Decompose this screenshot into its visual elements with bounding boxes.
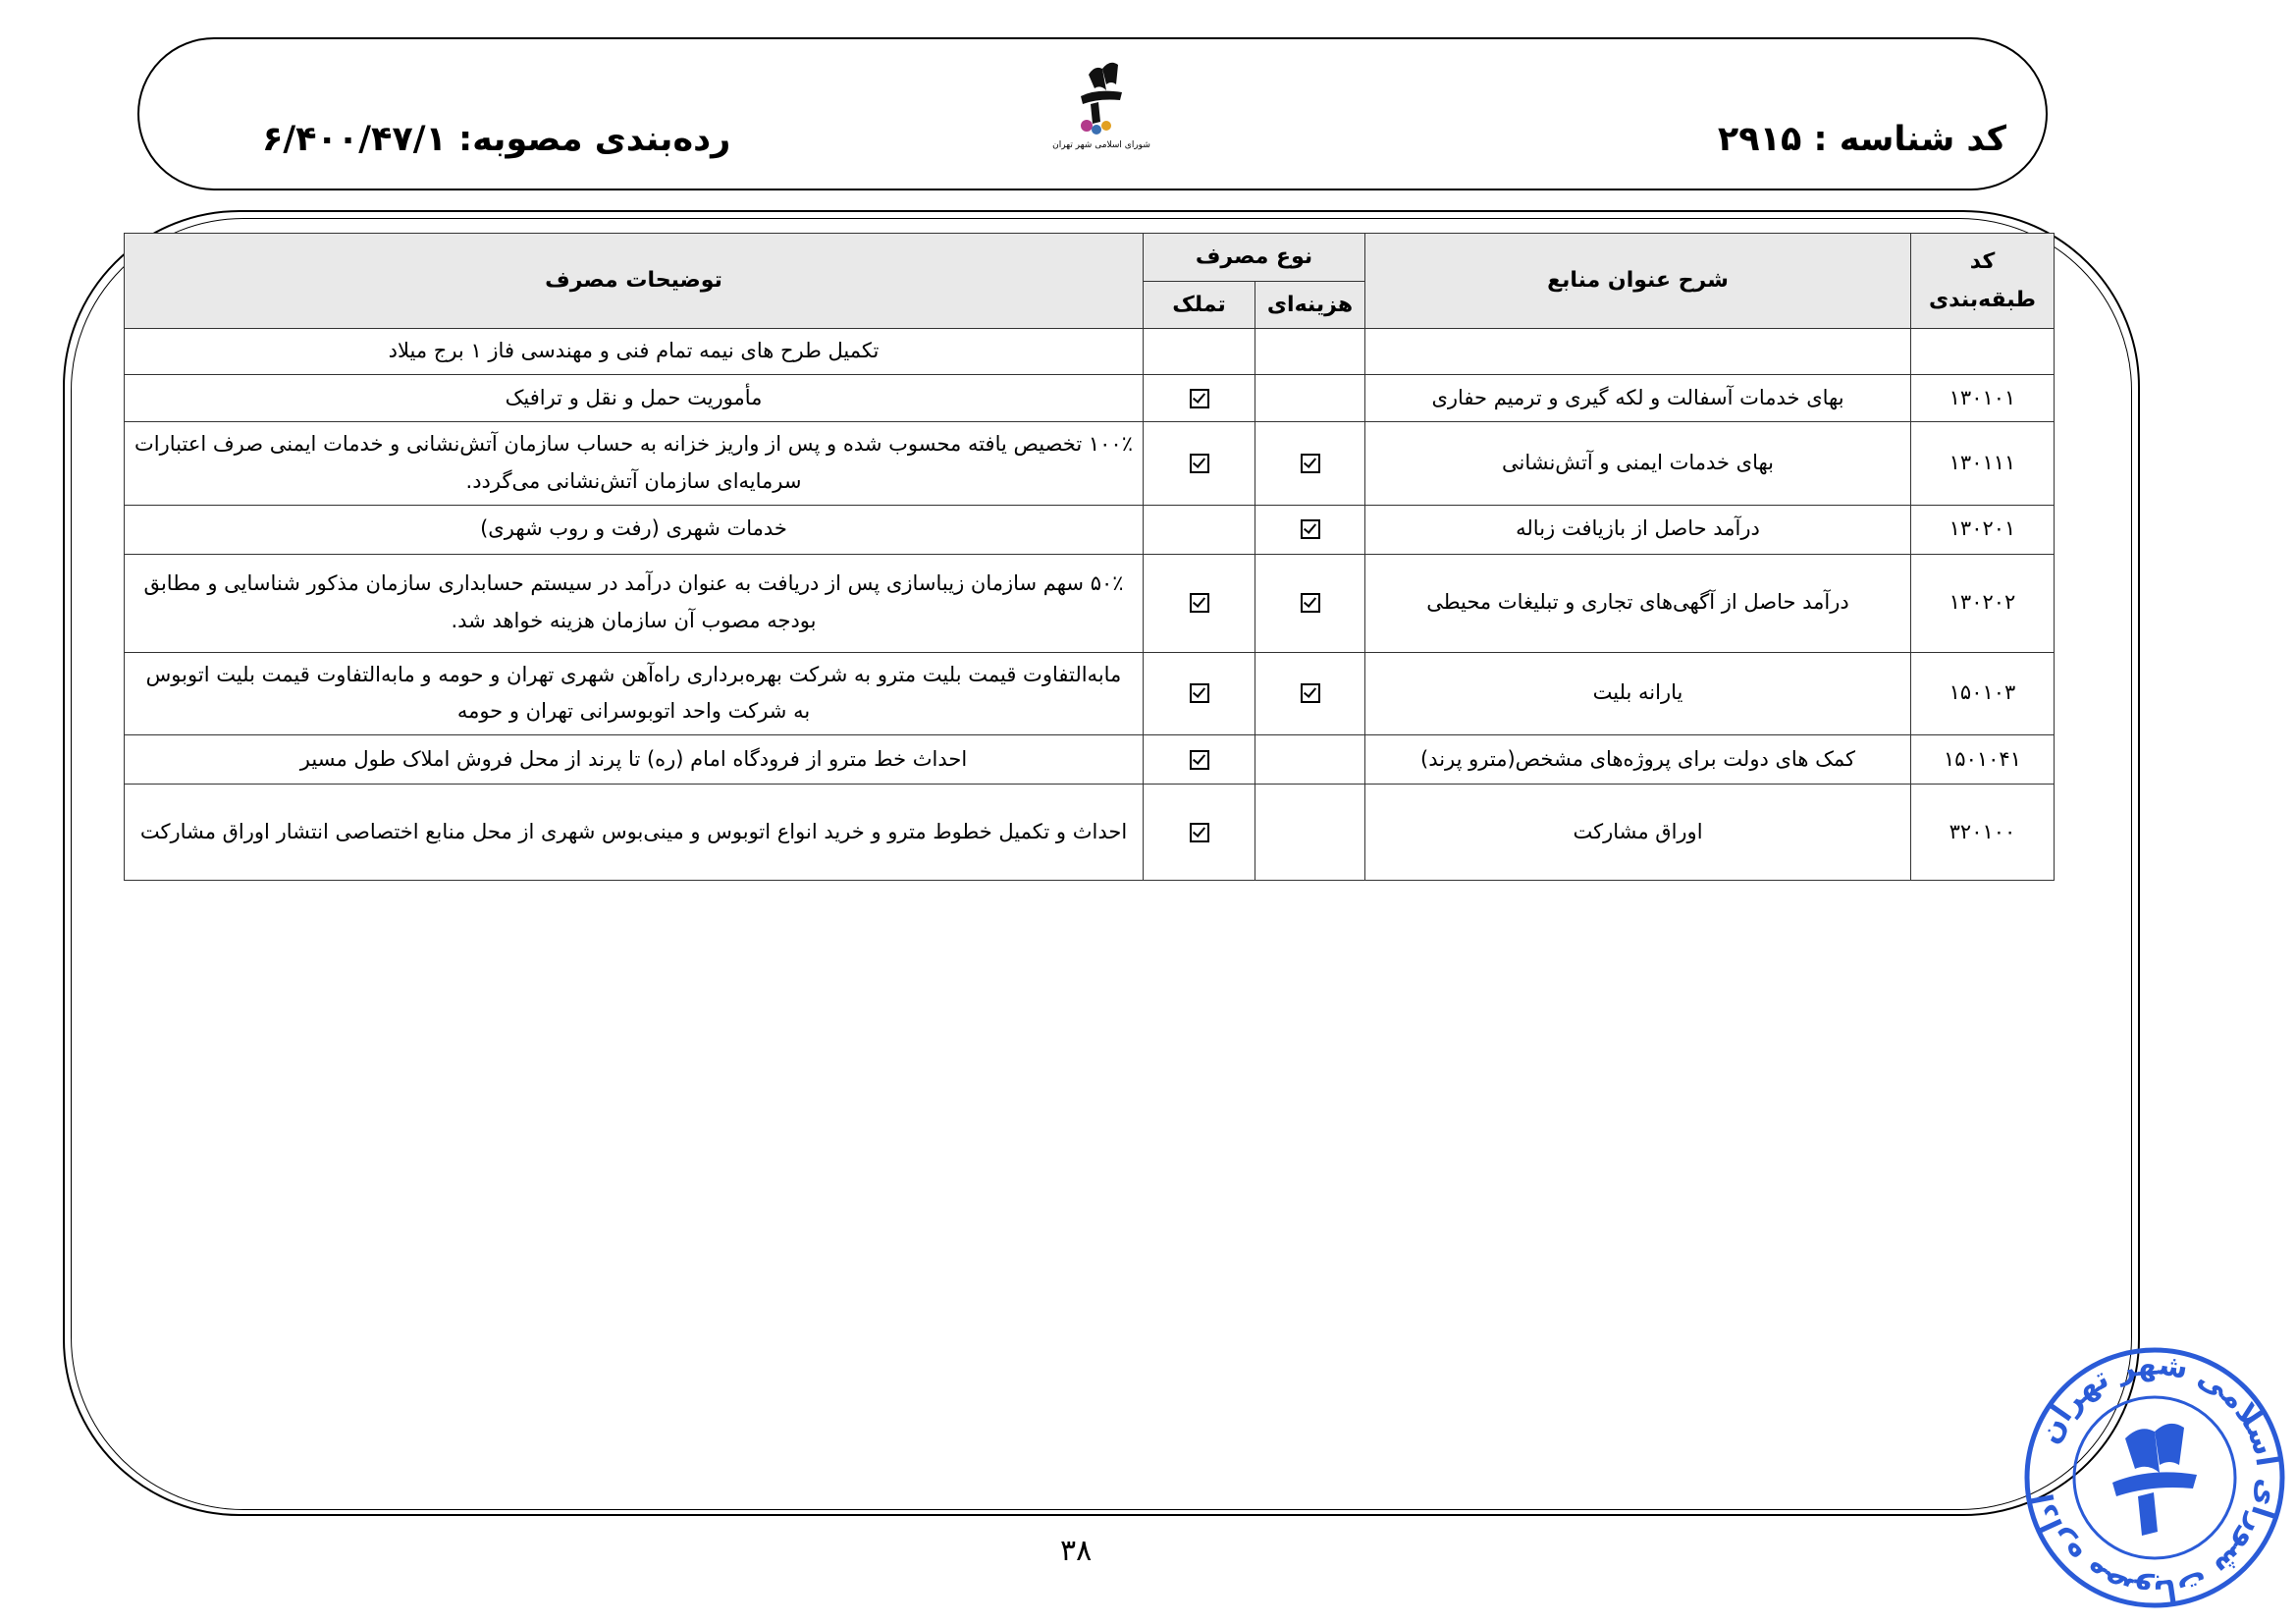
cell-acquisition xyxy=(1144,329,1255,375)
cell-acquisition xyxy=(1144,374,1255,421)
cell-expense xyxy=(1255,652,1365,735)
cell-description: مابه‌التفاوت قیمت بلیت مترو به شرکت بهره‌برداری راه‌آهن شهری تهران و حومه و مابه‌التفاوت قیمت بلیت اتوبوس به شرکت واحد اتوبوسرانی تهران و حومه xyxy=(125,652,1144,735)
resources-table xyxy=(124,233,2055,881)
cell-source-title: کمک های دولت برای پروژه‌های مشخص(مترو پرند) xyxy=(1365,735,1911,785)
approval-classification: رده‌بندی مصوبه: ۶/۴۰۰/۴۷/۱ xyxy=(262,120,731,159)
cell-code: ۳۲۰۱۰۰ xyxy=(1911,785,2055,881)
cell-expense xyxy=(1255,735,1365,785)
table-row xyxy=(125,374,2055,421)
cell-code xyxy=(1911,329,2055,375)
cell-expense xyxy=(1255,421,1365,505)
cell-code: ۱۳۰۲۰۲ xyxy=(1911,554,2055,652)
table-header-row xyxy=(125,234,2055,282)
checkbox-checked-icon xyxy=(1301,519,1320,539)
cell-description: ۵۰٪ سهم سازمان زیباسازی پس از دریافت به عنوان درآمد در سیستم حسابداری سازمان مذکور شناسایی و مطابق بودجه مصوب آن سازمان هزینه خواهد شد. xyxy=(125,554,1144,652)
cell-acquisition xyxy=(1144,735,1255,785)
logo-mark-icon xyxy=(1081,63,1122,135)
cell-acquisition xyxy=(1144,554,1255,652)
table-row xyxy=(125,785,2055,881)
svg-text:شورای اسلامی شهر تهران: شورای اسلامی شهر تهران xyxy=(1052,140,1150,150)
cell-expense xyxy=(1255,374,1365,421)
council-stamp xyxy=(2022,1345,2287,1610)
header-description: توضیحات مصرف xyxy=(125,234,1144,329)
cell-source-title: درآمد حاصل از آگهی‌های تجاری و تبلیغات محیطی xyxy=(1365,554,1911,652)
cell-source-title: بهای خدمات آسفالت و لکه گیری و ترمیم حفاری xyxy=(1365,374,1911,421)
table-row xyxy=(125,735,2055,785)
cell-source-title: اوراق مشارکت xyxy=(1365,785,1911,881)
cell-acquisition xyxy=(1144,785,1255,881)
checkbox-checked-icon xyxy=(1190,750,1209,770)
checkbox-checked-icon xyxy=(1190,389,1209,408)
document-code: کد شناسه : ۲۹۱۵ xyxy=(1717,120,2006,159)
cell-code: ۱۵۰۱۰۴۱ xyxy=(1911,735,2055,785)
svg-text:اداره مصوبات شورای اسلامی شهر: اداره مصوبات شورای اسلامی شهر تهران xyxy=(2026,1347,2285,1608)
header-banner xyxy=(137,37,2048,190)
cell-description: خدمات شهری (رفت و روب شهری) xyxy=(125,505,1144,554)
cell-description: احداث و تکمیل خطوط مترو و خرید انواع اتوبوس و مینی‌بوس شهری از محل منابع اختصاصی انتشار اوراق مشارکت xyxy=(125,785,1144,881)
cell-expense xyxy=(1255,505,1365,554)
table-row xyxy=(125,421,2055,505)
cell-source-title: درآمد حاصل از بازیافت زباله xyxy=(1365,505,1911,554)
cell-acquisition xyxy=(1144,652,1255,735)
header-acquisition: تملک xyxy=(1144,281,1255,329)
cell-code: ۱۵۰۱۰۳ xyxy=(1911,652,2055,735)
cell-expense xyxy=(1255,785,1365,881)
cell-description: تکمیل طرح های نیمه تمام فنی و مهندسی فاز ۱ برج میلاد xyxy=(125,329,1144,375)
table-row xyxy=(125,329,2055,375)
cell-acquisition xyxy=(1144,505,1255,554)
checkbox-checked-icon xyxy=(1190,823,1209,842)
checkbox-checked-icon xyxy=(1301,454,1320,473)
cell-expense xyxy=(1255,329,1365,375)
cell-source-title xyxy=(1365,329,1911,375)
stamp-emblem-icon xyxy=(2112,1424,2197,1536)
checkbox-checked-icon xyxy=(1190,593,1209,613)
cell-description: مأموریت حمل و نقل و ترافیک xyxy=(125,374,1144,421)
table-row xyxy=(125,505,2055,554)
cell-source-title: بهای خدمات ایمنی و آتش‌نشانی xyxy=(1365,421,1911,505)
header-source-title: شرح عنوان منابع xyxy=(1365,234,1911,329)
cell-code: ۱۳۰۱۱۱ xyxy=(1911,421,2055,505)
checkbox-checked-icon xyxy=(1190,454,1209,473)
table-body xyxy=(125,329,2055,881)
checkbox-checked-icon xyxy=(1301,683,1320,703)
council-logo xyxy=(1038,45,1165,153)
cell-description: ۱۰۰٪ تخصیص یافته محسوب شده و پس از واریز خزانه به حساب سازمان آتش‌نشانی و خدمات ایمنی صرف اعتبارات سرمایه‌ای سازمان آتش‌نشانی می‌گردد. xyxy=(125,421,1144,505)
cell-acquisition xyxy=(1144,421,1255,505)
cell-code: ۱۳۰۱۰۱ xyxy=(1911,374,2055,421)
cell-code: ۱۳۰۲۰۱ xyxy=(1911,505,2055,554)
table-row xyxy=(125,554,2055,652)
header-code: کد طبقه‌بندی xyxy=(1911,234,2055,329)
cell-expense xyxy=(1255,554,1365,652)
page-number: ۳۸ xyxy=(1060,1534,1093,1568)
cell-source-title: یارانه بلیت xyxy=(1365,652,1911,735)
header-usage-type: نوع مصرف xyxy=(1144,234,1365,282)
checkbox-checked-icon xyxy=(1190,683,1209,703)
cell-description: احداث خط مترو از فرودگاه امام (ره) تا پرند از محل فروش املاک طول مسیر xyxy=(125,735,1144,785)
header-expense: هزینه‌ای xyxy=(1255,281,1365,329)
checkbox-checked-icon xyxy=(1301,593,1320,613)
table-row xyxy=(125,652,2055,735)
